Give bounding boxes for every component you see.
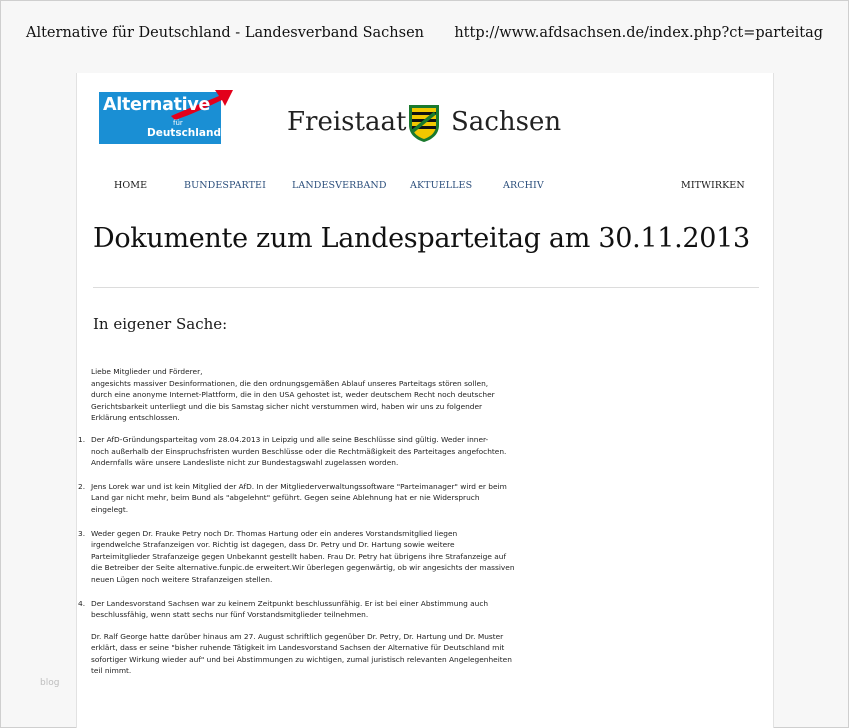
afd-logo-line3: Deutschland: [147, 127, 221, 139]
nav-bundespartei[interactable]: BUNDESPARTEI: [184, 180, 266, 191]
saxony-coat-of-arms-icon: [407, 103, 441, 143]
afd-logo[interactable]: [99, 86, 235, 148]
intro-line: angesichts massiver Desinformationen, die den ordnungsgemäßen Ablauf unseres Parteitags stören sollen,: [91, 378, 489, 388]
list-line: beschlussfähig, wenn statt sechs nur fünf Vorstandsmitglieder teilnehmen.: [91, 610, 369, 620]
article-body: [78, 366, 523, 677]
afd-logo-line1: Alternative: [103, 95, 211, 115]
list-line: Weder gegen Dr. Frauke Petry noch Dr. Thomas Hartung oder ein anderes Vorstandsmitglied liegen: [91, 528, 458, 538]
list-line: irgendwelche Strafanzeigen vor. Richtig ist dagegen, dass Dr. Petry und Dr. Hartung sowie weitere: [91, 540, 455, 550]
list-item: [78, 528, 523, 586]
section-subtitle: In eigener Sache:: [93, 315, 228, 333]
nav-mitwirken[interactable]: MITWIRKEN: [681, 180, 745, 191]
extra-line: erklärt, dass er seine "bisher ruhende Tätigkeit im Landesvorstand Sachsen der Alternative für Deutschland mit: [91, 643, 505, 653]
title-divider: [93, 287, 759, 288]
list-line: Der AfD-Gründungsparteitag vom 28.04.2013 in Leipzig und alle seine Beschlüsse sind gültig. Weder inner-: [91, 434, 489, 444]
intro-line: Gerichtsbarkeit unterliegt und die bis Samstag sicher nicht verstummen wird, haben wir uns zu folgender: [91, 401, 483, 411]
intro-line: Erklärung entschlossen.: [91, 413, 180, 423]
extra-line: teil nimmt.: [91, 666, 132, 676]
nav-aktuelles[interactable]: AKTUELLES: [410, 180, 473, 191]
list-line: Jens Lorek war und ist kein Mitglied der AfD. In der Mitgliederverwaltungssoftware "Parteimanager" wird er beim: [91, 481, 507, 491]
sachsen-logo-left: Freistaat: [287, 107, 407, 137]
list-item: [78, 598, 523, 621]
intro-line: Liebe Mitglieder und Förderer,: [91, 367, 203, 376]
list-line: Der Landesvorstand Sachsen war zu keinem Zeitpunkt beschlussunfähig. Er ist bei einer Abstimmung auch: [91, 598, 489, 608]
blog-watermark: blog: [40, 678, 60, 688]
list-line: noch außerhalb der Einspruchsfristen wurden Beschlüsse oder die Rechtmäßigkeit des Parteitages angefochten.: [91, 446, 507, 456]
nav-landesverband[interactable]: LANDESVERBAND: [292, 180, 387, 191]
page-title: Dokumente zum Landesparteitag am 30.11.2013: [93, 223, 750, 254]
list-number: 2.: [78, 481, 86, 491]
list-line: eingelegt.: [91, 504, 129, 514]
main-nav: [77, 180, 773, 194]
nav-home[interactable]: HOME: [114, 180, 148, 191]
afd-logo-line2: für: [173, 119, 183, 127]
list-number: 4.: [78, 598, 86, 608]
list-line: Land gar nicht mehr, beim Bund als "abgelehnt" geführt. Gegen seine Ablehnung hat er nie Widerspruch: [91, 493, 480, 503]
list-number: 1.: [78, 434, 86, 444]
list-line: Andernfalls wäre unsere Landesliste nicht zur Bundestagswahl zugelassen worden.: [91, 458, 399, 468]
intro-line: durch eine anonyme Internet-Plattform, die in den USA gehostet ist, weder deutschem Recht noch deutscher: [91, 390, 495, 400]
list-item: [78, 434, 523, 469]
extra-line: sofortiger Wirkung wieder auf" und bei Abstimmungen zu wichtigen, zumal juristisch relevanten Angelegenheiten: [91, 654, 512, 664]
nav-archiv[interactable]: ARCHIV: [503, 180, 544, 191]
additional-paragraph: [91, 631, 523, 677]
page-url[interactable]: http://www.afdsachsen.de/index.php?ct=parteitag: [454, 25, 823, 41]
page-content: [76, 73, 774, 728]
list-line: Parteimitglieder Strafanzeige gegen Unbekannt gestellt haben. Frau Dr. Petry hat übrigens ihre Strafanzeige auf: [91, 551, 507, 561]
list-line: die Betreiber der Seite alternative.funpic.de erweitert.Wir überlegen gegenwärtig, ob wir angesichts der massiven: [91, 563, 515, 573]
statement-list: [78, 434, 523, 621]
sachsen-logo-right: Sachsen: [451, 107, 562, 137]
extra-line: Dr. Ralf George hatte darüber hinaus am 27. August schriftlich gegenüber Dr. Petry, Dr. Hartung und Dr. Muster: [91, 631, 504, 641]
list-line: neuen Lügen noch weitere Strafanzeigen stellen.: [91, 574, 273, 584]
list-number: 3.: [78, 528, 86, 538]
list-item: [78, 481, 523, 516]
intro-paragraph: [91, 366, 523, 424]
site-title: Alternative für Deutschland - Landesverband Sachsen: [26, 25, 424, 41]
